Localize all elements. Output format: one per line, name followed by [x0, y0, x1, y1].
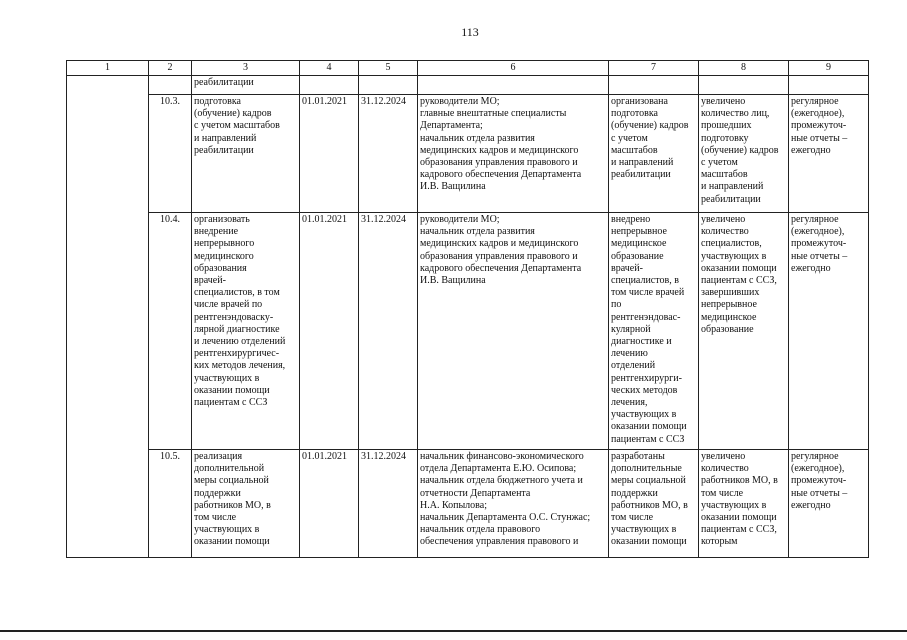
cell-line: реабилитации — [701, 193, 761, 205]
table-row — [67, 95, 869, 213]
column-header: 7 — [609, 61, 699, 76]
cell-line: отдела Департамента Е.Ю. Осипова; — [420, 463, 577, 475]
cell-line: непрерывное — [701, 299, 757, 311]
cell — [609, 95, 699, 213]
cell-line: по — [611, 299, 622, 311]
cell-line: дополнительной — [194, 463, 265, 475]
cell-line: реабилитации — [194, 77, 254, 88]
cell-line: том числе — [611, 512, 654, 524]
cell-line: врачей- — [611, 262, 643, 274]
cell-line: главные внештатные специалисты — [420, 108, 567, 120]
cell — [192, 450, 300, 558]
measures-table — [66, 60, 869, 558]
cell-line: образования управления правового и — [420, 157, 578, 169]
cell-line: реализация — [194, 451, 243, 462]
cell-line: промежуточ- — [791, 120, 847, 132]
cell-line: (обучение) кадров — [194, 108, 272, 120]
cell-line: ные отчеты – — [791, 132, 848, 144]
cell-line: пациентам с ССЗ — [611, 433, 685, 445]
cell-line: оказании помощи — [611, 536, 687, 548]
cell-line: оказании помощи — [701, 512, 777, 524]
cell — [418, 213, 609, 450]
start-date: 01.01.2021 — [302, 451, 347, 462]
cell-line: с учетом — [701, 157, 738, 169]
cell-line: участвующих в — [194, 372, 260, 384]
start-date: 01.01.2021 — [302, 96, 347, 107]
cell-line: кадрового обеспечения Департамента — [420, 262, 582, 274]
cell-line: увеличено — [701, 96, 746, 107]
cell-line: увеличено — [701, 214, 746, 225]
cell-line: оказании помощи — [194, 384, 270, 396]
cell-line: (обучение) кадров — [611, 120, 689, 132]
cell-line: реабилитации — [611, 169, 671, 181]
cell-line: ежегодно — [791, 144, 831, 156]
cell-line: И.В. Ващилина — [420, 181, 486, 193]
cell-line: внедрение — [194, 226, 239, 238]
cell — [609, 76, 699, 95]
cell — [609, 450, 699, 558]
column-header: 9 — [789, 61, 869, 76]
cell-line: рентгенэндоваc- — [611, 311, 681, 323]
page-number: 113 — [461, 25, 479, 39]
cell — [789, 450, 869, 558]
cell-line: и направлений — [611, 157, 674, 169]
cell-line: (ежегодное), — [791, 226, 845, 238]
cell-line: руководители МО; — [420, 214, 500, 225]
cell-line: организована — [611, 96, 668, 107]
column-header: 1 — [67, 61, 149, 76]
cell — [149, 213, 192, 450]
cell-line: и лечению отделений — [194, 336, 286, 348]
cell-line: медицинских кадров и медицинского — [420, 144, 579, 156]
cell-line: (обучение) кадров — [701, 144, 779, 156]
cell-line: дополнительные — [611, 463, 682, 475]
cell-line: ежегодно — [791, 262, 831, 274]
cell — [192, 95, 300, 213]
cell-line: участвующих в — [611, 524, 677, 536]
cell-line: подготовку — [701, 132, 749, 144]
cell-line: промежуточ- — [791, 238, 847, 250]
cell-line: с учетом — [611, 132, 648, 144]
cell-line: рентгенэндоваску- — [194, 311, 274, 323]
cell-line: числе врачей по — [194, 299, 263, 311]
cell-line: ные отчеты – — [791, 250, 848, 262]
cell-line: образование — [611, 250, 664, 262]
cell-line: участвующих в — [611, 409, 677, 421]
cell — [699, 95, 789, 213]
cell-line: (ежегодное), — [791, 108, 845, 120]
column-header: 3 — [192, 61, 300, 76]
cell-line: реабилитации — [194, 144, 254, 156]
cell-line: пациентам с ССЗ, — [701, 524, 777, 536]
cell-line: медицинского — [194, 250, 254, 262]
cell-line: лечению — [611, 348, 648, 360]
cell-line: прошедших — [701, 120, 752, 132]
cell-line: и направлений — [701, 181, 764, 193]
column-header: 2 — [149, 61, 192, 76]
cell-line: завершивших — [701, 287, 760, 299]
cell-line: начальник Департамента О.С. Стунжас; — [420, 512, 591, 524]
table-row — [67, 213, 869, 450]
continuation-row — [67, 76, 869, 95]
cell-line: поддержки — [611, 487, 658, 499]
cell-line: меры социальной — [194, 475, 269, 487]
table-row — [67, 450, 869, 558]
cell — [149, 450, 192, 558]
cell-line: кадрового обеспечения Департамента — [420, 169, 582, 181]
cell-line: отделений — [611, 360, 656, 372]
cell-line: оказании помощи — [701, 262, 777, 274]
cell — [418, 76, 609, 95]
header-row — [67, 61, 869, 76]
cell-line: организовать — [194, 214, 250, 225]
group-cell — [67, 76, 149, 558]
start-date: 01.01.2021 — [302, 214, 347, 225]
cell-line: ких методов лечения, — [194, 360, 286, 372]
cell-line: регулярное — [791, 214, 839, 225]
cell-line: меры социальной — [611, 475, 686, 487]
table-body — [67, 61, 869, 558]
cell — [300, 95, 359, 213]
cell-line: начальник финансово-экономического — [420, 451, 584, 462]
cell-line: подготовка — [194, 96, 241, 107]
cell-line: начальник отдела развития — [420, 226, 535, 238]
cell-line: с учетом масштабов — [194, 120, 280, 132]
cell-line: медицинское — [701, 311, 757, 323]
cell-line: поддержки — [194, 487, 241, 499]
end-date: 31.12.2024 — [361, 451, 406, 462]
cell — [359, 450, 418, 558]
cell-line: работников МО, в — [611, 499, 688, 511]
cell — [789, 76, 869, 95]
cell-line: обеспечения управления правового и — [420, 536, 579, 548]
cell — [149, 76, 192, 95]
cell-line: работников МО, в — [701, 475, 778, 487]
row-number: 10.5. — [160, 451, 180, 462]
cell — [699, 450, 789, 558]
cell — [699, 76, 789, 95]
cell-line: И.В. Ващилина — [420, 275, 486, 287]
cell-line: количество лиц, — [701, 108, 770, 120]
cell-line: медицинских кадров и медицинского — [420, 238, 579, 250]
row-number: 10.3. — [160, 96, 180, 107]
cell-line: лярной диагностике — [194, 323, 280, 335]
end-date: 31.12.2024 — [361, 214, 406, 225]
cell — [699, 213, 789, 450]
column-header: 6 — [418, 61, 609, 76]
cell-line: промежуточ- — [791, 475, 847, 487]
cell-line: начальник отдела развития — [420, 132, 535, 144]
cell-line: Н.А. Копылова; — [420, 499, 487, 511]
cell-line: образования управления правового и — [420, 250, 578, 262]
cell-line: отчетности Департамента — [420, 487, 531, 499]
cell-line: начальник отдела бюджетного учета и — [420, 475, 583, 487]
cell — [418, 95, 609, 213]
cell-line: внедрено — [611, 214, 651, 225]
cell-line: масштабов — [611, 144, 658, 156]
cell-line: увеличено — [701, 451, 746, 462]
page-edge-line — [0, 630, 907, 632]
cell — [359, 76, 418, 95]
cell-line: работников МО, в — [194, 499, 271, 511]
cell-line: Департамента; — [420, 120, 483, 132]
cell — [300, 76, 359, 95]
cell-line: ежегодно — [791, 499, 831, 511]
cell-line: врачей- — [194, 275, 226, 287]
cell — [192, 76, 300, 95]
cell-line: участвующих в — [701, 499, 767, 511]
column-header: 8 — [699, 61, 789, 76]
cell-line: участвующих в — [701, 250, 767, 262]
cell-line: участвующих в — [194, 524, 260, 536]
cell-line: оказании помощи — [194, 536, 270, 548]
cell-line: специалистов, в — [611, 275, 679, 287]
cell-line: количество — [701, 463, 749, 475]
cell-line: масштабов — [701, 169, 748, 181]
cell-line: специалистов, — [701, 238, 762, 250]
cell-line: регулярное — [791, 451, 839, 462]
cell-line: (ежегодное), — [791, 463, 845, 475]
cell — [789, 95, 869, 213]
cell — [192, 213, 300, 450]
end-date: 31.12.2024 — [361, 96, 406, 107]
cell — [149, 95, 192, 213]
cell-line: том числе — [701, 487, 744, 499]
cell-line: том числе врачей — [611, 287, 685, 299]
cell-line: рентгенхирурги- — [611, 372, 682, 384]
cell — [300, 213, 359, 450]
cell — [789, 213, 869, 450]
cell-line: лечения, — [611, 397, 648, 409]
cell-line: диагностике и — [611, 336, 672, 348]
cell-line: непрерывное — [611, 226, 667, 238]
row-number: 10.4. — [160, 214, 180, 225]
cell-line: ческих методов — [611, 384, 678, 396]
column-header: 4 — [300, 61, 359, 76]
cell-line: ные отчеты – — [791, 487, 848, 499]
cell-line: образования — [194, 262, 247, 274]
cell-line: регулярное — [791, 96, 839, 107]
cell-line: медицинское — [611, 238, 667, 250]
cell-line: пациентам с ССЗ — [194, 397, 268, 409]
cell — [418, 450, 609, 558]
column-header: 5 — [359, 61, 418, 76]
cell-line: пациентам с ССЗ, — [701, 275, 777, 287]
cell-line: которым — [701, 536, 738, 548]
cell-line: подготовка — [611, 108, 658, 120]
cell-line: начальник отдела правового — [420, 524, 541, 536]
cell-line: рентгенхирургичес- — [194, 348, 280, 360]
cell-line: руководители МО; — [420, 96, 500, 107]
cell-line: специалистов, в том — [194, 287, 280, 299]
cell — [609, 213, 699, 450]
cell-line: образование — [701, 323, 754, 335]
cell-line: кулярной — [611, 323, 651, 335]
cell — [359, 95, 418, 213]
cell-line: разработаны — [611, 451, 665, 462]
cell-line: количество — [701, 226, 749, 238]
cell — [359, 213, 418, 450]
cell — [300, 450, 359, 558]
cell-line: том числе — [194, 512, 237, 524]
cell-line: непрерывного — [194, 238, 255, 250]
cell-line: и направлений — [194, 132, 257, 144]
cell-line: оказании помощи — [611, 421, 687, 433]
